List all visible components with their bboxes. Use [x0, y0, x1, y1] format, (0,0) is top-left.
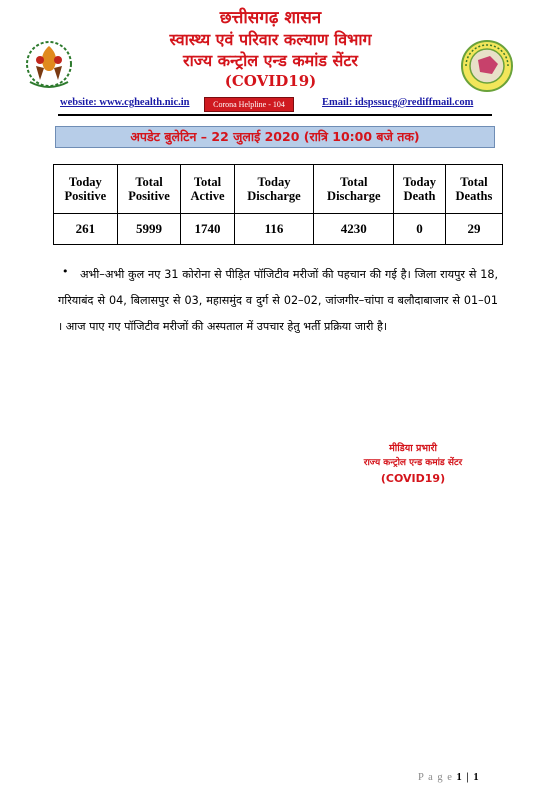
- page-label: P a g e: [418, 772, 453, 783]
- bullet-icon: •: [62, 265, 69, 278]
- header-today-positive: Today Positive: [54, 165, 118, 214]
- value-total-deaths: 29: [445, 214, 502, 245]
- cg-government-emblem-icon: [18, 38, 80, 90]
- signature-covid: (COVID19): [380, 472, 446, 485]
- covid-stats-table: [53, 164, 503, 245]
- value-total-active: 1740: [181, 214, 234, 245]
- header-total-active: Total Active: [181, 165, 234, 214]
- value-total-discharge: 4230: [314, 214, 394, 245]
- body-paragraph: अभी–अभी कुल नए 31 कोरोना से पीड़ित पॉजिटीव मरीजों की पहचान की गई है। जिला रायपुर से 18, गरियाबंद से 04, बिलासपुर से 03, महासमुंद व दुर्ग से 02–02, जांजगीर–चांपा व बलौदाबाजार से 01–01 । आज पाए गए पॉजिटीव मरीजों की अस्पताल में उपचार हेतु भर्ती प्रक्रिया जारी है।: [58, 268, 498, 333]
- value-total-positive: 5999: [117, 214, 181, 245]
- table-row: [54, 214, 503, 245]
- bulletin-body: [58, 262, 498, 340]
- value-today-discharge: 116: [234, 214, 314, 245]
- value-today-positive: 261: [54, 214, 118, 245]
- header-total-discharge: Total Discharge: [314, 165, 394, 214]
- header-command-center: राज्य कन्ट्रोल एन्ड कमांड सेंटर: [183, 51, 358, 70]
- contact-row: [60, 96, 490, 112]
- header-department: स्वास्थ्य एवं परिवार कल्याण विभाग: [169, 30, 372, 49]
- email-link[interactable]: Email: idspssucg@rediffmail.com: [322, 97, 474, 108]
- website-link[interactable]: website: www.cghealth.nic.in: [60, 97, 190, 108]
- signature-title: मीडिया प्रभारी: [389, 443, 437, 454]
- header-govt: छत्तीसगढ़ शासन: [219, 8, 322, 28]
- header-total-deaths: Total Deaths: [445, 165, 502, 214]
- header-covid: (COVID19): [224, 72, 317, 90]
- header-total-positive: Total Positive: [117, 165, 181, 214]
- helpline-badge: Corona Helpline - 104: [204, 97, 294, 112]
- header-rule: [58, 114, 492, 116]
- signature-block: [338, 442, 488, 488]
- table-header-row: [54, 165, 503, 214]
- page-count: 1 | 1: [456, 772, 480, 783]
- value-today-death: 0: [394, 214, 446, 245]
- signature-office: राज्य कन्ट्रोल एन्ड कमांड सेंटर: [363, 458, 463, 468]
- header-today-death: Today Death: [394, 165, 446, 214]
- header-today-discharge: Today Discharge: [234, 165, 314, 214]
- bulletin-title: अपडेट बुलेटिन – 22 जुलाई 2020 (रात्रि 10:00 बजे तक): [55, 126, 495, 148]
- health-department-emblem-icon: [458, 38, 516, 94]
- page-number: [418, 772, 480, 783]
